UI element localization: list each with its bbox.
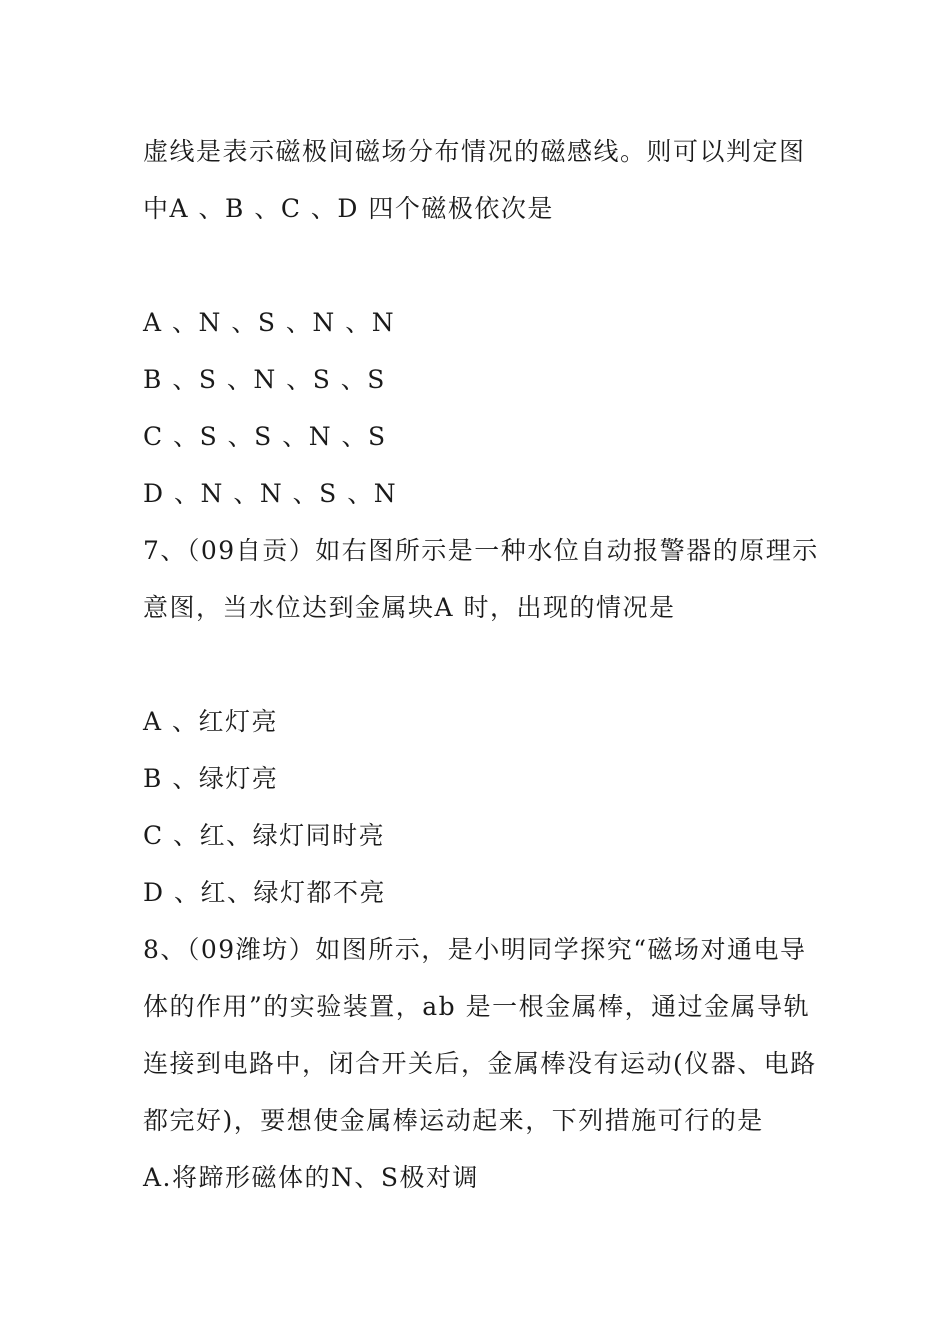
question-8-text-line-1: 8、（09潍坊）如图所示，是小明同学探究“磁场对通电导 xyxy=(143,935,807,964)
question-8-text-line-4: 都完好)，要想使金属棒运动起来，下列措施可行的是 xyxy=(143,1106,764,1135)
question-6-option-b: B 、S 、N 、S 、S xyxy=(143,365,386,394)
question-6-text-line-1: 虚线是表示磁极间磁场分布情况的磁感线。则可以判定图 xyxy=(143,137,806,166)
question-6-text-line-2: 中A 、B 、C 、D 四个磁极依次是 xyxy=(143,194,554,223)
question-7-option-c: C 、红、绿灯同时亮 xyxy=(143,821,386,850)
question-8-text-line-2: 体的作用”的实验装置，ab 是一根金属棒，通过金属导轨 xyxy=(143,992,811,1021)
question-8-option-a: A.将蹄形磁体的N、S极对调 xyxy=(143,1163,480,1192)
question-7-option-b: B 、绿灯亮 xyxy=(143,764,279,793)
question-8-text-line-3: 连接到电路中，闭合开关后，金属棒没有运动(仪器、电路 xyxy=(143,1049,817,1078)
question-7-option-d: D 、红、绿灯都不亮 xyxy=(143,878,386,907)
question-7-text-line-1: 7、（09自贡）如右图所示是一种水位自动报警器的原理示 xyxy=(143,536,819,565)
question-6-option-a: A 、N 、S 、N 、N xyxy=(143,308,396,337)
question-6-option-d: D 、N 、N 、S 、N xyxy=(143,479,398,508)
question-6-option-c: C 、S 、S 、N 、S xyxy=(143,422,387,451)
question-7-option-a: A 、红灯亮 xyxy=(143,707,279,736)
question-7-text-line-2: 意图，当水位达到金属块A 时，出现的情况是 xyxy=(143,593,676,622)
